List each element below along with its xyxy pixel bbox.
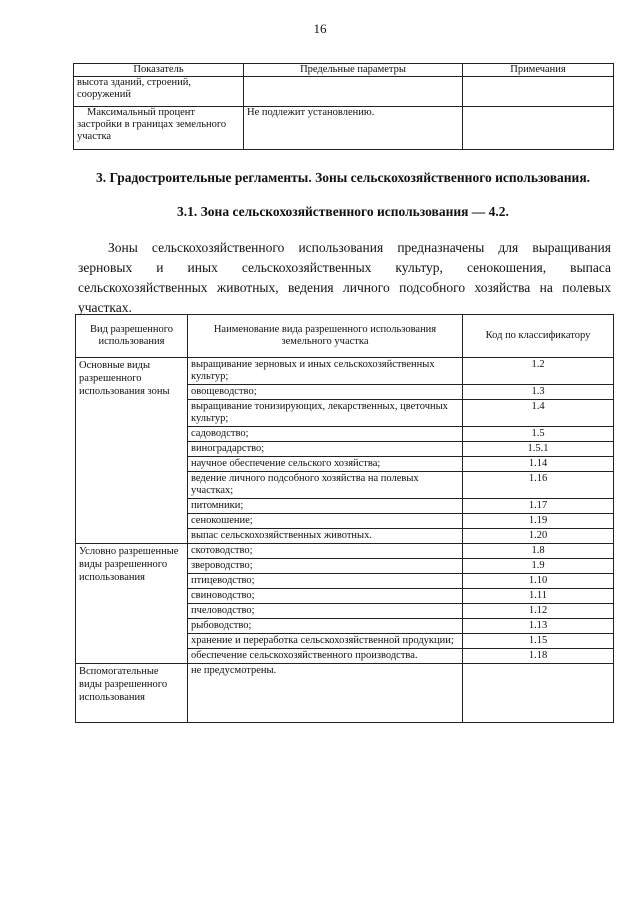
column-header: Показатель [74, 64, 244, 77]
use-name-cell: выращивание зерновых и иных сельскохозяйственных культур; [188, 358, 463, 385]
use-name-cell: рыбоводство; [188, 619, 463, 634]
use-name-cell: сенокошение; [188, 514, 463, 529]
column-header: Вид разрешенного использования [76, 315, 188, 358]
code-cell: 1.5.1 [463, 442, 614, 457]
use-name-cell: питомники; [188, 499, 463, 514]
code-cell: 1.15 [463, 634, 614, 649]
table-row [76, 358, 614, 385]
use-name-cell: птицеводство; [188, 574, 463, 589]
code-cell: 1.8 [463, 544, 614, 559]
code-cell: 1.12 [463, 604, 614, 619]
note-cell [463, 107, 614, 150]
table-header-row [74, 64, 614, 77]
code-cell: 1.9 [463, 559, 614, 574]
code-cell: 1.17 [463, 499, 614, 514]
code-cell: 1.11 [463, 589, 614, 604]
intro-paragraph [78, 238, 611, 318]
indicator-cell: высота зданий, строений, сооружений [74, 77, 244, 107]
use-name-cell: звероводство; [188, 559, 463, 574]
code-cell: 1.3 [463, 385, 614, 400]
column-header: Наименование вида разрешенного использования земельного участка [188, 315, 463, 358]
code-cell: 1.13 [463, 619, 614, 634]
use-name-cell: ведение личного подсобного хозяйства на полевых участках; [188, 472, 463, 499]
use-name-cell: научное обеспечение сельского хозяйства; [188, 457, 463, 472]
column-header: Примечания [463, 64, 614, 77]
limit-cell: Не подлежит установлению. [244, 107, 463, 150]
code-cell: 1.20 [463, 529, 614, 544]
limits-table [73, 63, 614, 150]
use-name-cell: обеспечение сельскохозяйственного производства. [188, 649, 463, 664]
table-header-row [76, 315, 614, 358]
use-name-cell: пчеловодство; [188, 604, 463, 619]
table-row [74, 77, 614, 107]
section-heading: 3. Градостроительные регламенты. Зоны сельскохозяйственного использования. [95, 170, 590, 185]
code-cell: 1.10 [463, 574, 614, 589]
use-type-cell: Вспомогательные виды разрешенного использования [76, 664, 188, 723]
table-row [74, 107, 614, 150]
use-type-cell: Условно разрешенные виды разрешенного использования [76, 544, 188, 664]
code-cell: 1.18 [463, 649, 614, 664]
use-type-cell: Основные виды разрешенного использования зоны [76, 358, 188, 544]
note-cell [463, 77, 614, 107]
use-name-cell: свиноводство; [188, 589, 463, 604]
code-cell: 1.5 [463, 427, 614, 442]
column-header: Код по классификатору [463, 315, 614, 358]
subsection-heading: 3.1. Зона сельскохозяйственного использования — 4.2. [177, 204, 509, 219]
intro-paragraph-text: Зоны сельскохозяйственного использования предназначены для выращивания зерновых и иных сельскохозяйственных культур, сенокошения, выпаса сельскохозяйственных животных, ведения личного подсобного хозяйства на полевых участках. [78, 240, 611, 315]
limit-cell [244, 77, 463, 107]
indicator-cell: Максимальный процент застройки в границах земельного участка [74, 107, 244, 150]
code-cell: 1.4 [463, 400, 614, 427]
code-cell: 1.14 [463, 457, 614, 472]
use-name-cell: садоводство; [188, 427, 463, 442]
page-number: 16 [313, 21, 327, 36]
code-cell: 1.19 [463, 514, 614, 529]
code-cell [463, 664, 614, 723]
column-header: Предельные параметры [244, 64, 463, 77]
code-cell: 1.16 [463, 472, 614, 499]
use-name-cell: виноградарство; [188, 442, 463, 457]
table-row [76, 544, 614, 559]
use-name-cell: хранение и переработка сельскохозяйственной продукции; [188, 634, 463, 649]
use-name-cell: овощеводство; [188, 385, 463, 400]
permitted-use-table [75, 314, 614, 723]
use-name-cell: не предусмотрены. [188, 664, 463, 723]
use-name-cell: скотоводство; [188, 544, 463, 559]
table-row [76, 664, 614, 723]
use-name-cell: выращивание тонизирующих, лекарственных, цветочных культур; [188, 400, 463, 427]
use-name-cell: выпас сельскохозяйственных животных. [188, 529, 463, 544]
code-cell: 1.2 [463, 358, 614, 385]
